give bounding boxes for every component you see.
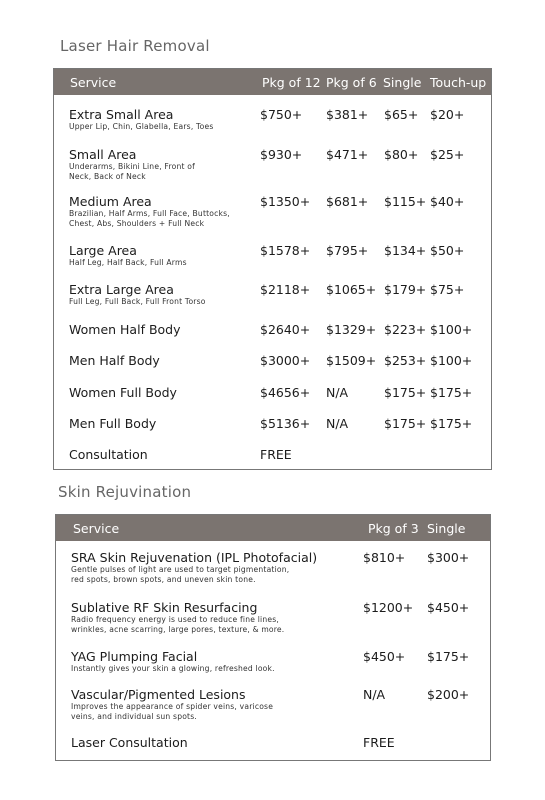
- price-pkg6: $681+: [326, 194, 369, 209]
- service-name: Small Area: [69, 147, 137, 162]
- price-single: $200+: [427, 687, 470, 702]
- service-description: [71, 702, 273, 722]
- service-description: [69, 209, 230, 229]
- laser-price-table: [53, 68, 492, 470]
- price-single: $253+: [384, 353, 427, 368]
- price-single: $223+: [384, 322, 427, 337]
- description-line: Radio frequency energy is used to reduce fine lines,: [71, 615, 279, 624]
- description-line: Instantly gives your skin a glowing, refreshed look.: [71, 664, 275, 673]
- service-name: Women Half Body: [69, 322, 181, 337]
- skin-section-title: Skin Rejuvination: [58, 483, 192, 501]
- service-name: Sublative RF Skin Resurfacing: [71, 600, 258, 615]
- service-description: [69, 297, 206, 307]
- price-touchup: $100+: [430, 322, 473, 337]
- price-pkg12: $930+: [260, 147, 303, 162]
- price-pkg6: $1329+: [326, 322, 377, 337]
- header-single: Single: [427, 521, 466, 536]
- price-pkg12: FREE: [260, 447, 292, 462]
- description-line: Full Leg, Full Back, Full Front Torso: [69, 297, 206, 306]
- laser-section-title: Laser Hair Removal: [60, 37, 210, 55]
- price-pkg6: $795+: [326, 243, 369, 258]
- skin-table-header: [56, 515, 490, 541]
- service-name: Extra Large Area: [69, 282, 174, 297]
- price-pkg12: $2640+: [260, 322, 311, 337]
- description-line: veins, and individual sun spots.: [71, 712, 198, 721]
- price-single: $175+: [384, 385, 427, 400]
- price-pkg3: N/A: [363, 687, 386, 702]
- service-name: Consultation: [69, 447, 148, 462]
- skin-price-table: [55, 514, 491, 761]
- price-single: $134+: [384, 243, 427, 258]
- price-single: $300+: [427, 550, 470, 565]
- description-line: Upper Lip, Chin, Glabella, Ears, Toes: [69, 122, 214, 131]
- header-service: Service: [70, 75, 117, 90]
- price-pkg12: $750+: [260, 107, 303, 122]
- price-pkg6: $381+: [326, 107, 369, 122]
- price-single: $80+: [384, 147, 419, 162]
- price-touchup: $40+: [430, 194, 465, 209]
- header-pkg6: Pkg of 6: [326, 75, 377, 90]
- price-single: $179+: [384, 282, 427, 297]
- price-pkg6: N/A: [326, 416, 349, 431]
- price-single: $175+: [427, 649, 470, 664]
- service-description: [71, 664, 275, 674]
- price-pkg3: $450+: [363, 649, 406, 664]
- price-single: $175+: [384, 416, 427, 431]
- laser-table-header: [54, 69, 491, 95]
- price-touchup: $20+: [430, 107, 465, 122]
- price-touchup: $75+: [430, 282, 465, 297]
- header-touchup: Touch-up: [430, 75, 487, 90]
- service-description: [69, 162, 195, 182]
- header-pkg3: Pkg of 3: [368, 521, 419, 536]
- description-line: Gentle pulses of light are used to target pigmentation,: [71, 565, 290, 574]
- service-name: YAG Plumping Facial: [71, 649, 198, 664]
- price-pkg12: $2118+: [260, 282, 311, 297]
- service-name: Large Area: [69, 243, 137, 258]
- service-name: Laser Consultation: [71, 735, 188, 750]
- price-pkg12: $3000+: [260, 353, 311, 368]
- description-line: Underarms, Bikini Line, Front of: [69, 162, 195, 171]
- price-touchup: $100+: [430, 353, 473, 368]
- price-pkg3: $1200+: [363, 600, 414, 615]
- price-pkg12: $1578+: [260, 243, 311, 258]
- service-description: [71, 565, 289, 585]
- description-line: Improves the appearance of spider veins, varicose: [71, 702, 274, 711]
- service-name: Extra Small Area: [69, 107, 174, 122]
- service-name: Men Full Body: [69, 416, 157, 431]
- header-pkg12: Pkg of 12: [262, 75, 321, 90]
- price-pkg12: $5136+: [260, 416, 311, 431]
- service-description: [71, 615, 284, 635]
- description-line: wrinkles, acne scarring, large pores, texture, & more.: [71, 625, 285, 634]
- price-touchup: $175+: [430, 385, 473, 400]
- header-service: Service: [73, 521, 120, 536]
- price-pkg12: $4656+: [260, 385, 311, 400]
- description-line: Chest, Abs, Shoulders + Full Neck: [69, 219, 205, 228]
- service-name: Women Full Body: [69, 385, 177, 400]
- description-line: Half Leg, Half Back, Full Arms: [69, 258, 187, 267]
- price-touchup: $25+: [430, 147, 465, 162]
- price-pkg3: FREE: [363, 735, 395, 750]
- price-single: $65+: [384, 107, 419, 122]
- service-name: Men Half Body: [69, 353, 160, 368]
- service-name: Medium Area: [69, 194, 152, 209]
- price-single: $115+: [384, 194, 427, 209]
- service-name: Vascular/Pigmented Lesions: [71, 687, 246, 702]
- price-pkg6: $1509+: [326, 353, 377, 368]
- price-pkg6: N/A: [326, 385, 349, 400]
- service-name: SRA Skin Rejuvenation (IPL Photofacial): [71, 550, 318, 565]
- price-pkg3: $810+: [363, 550, 406, 565]
- price-touchup: $175+: [430, 416, 473, 431]
- price-single: $450+: [427, 600, 470, 615]
- price-pkg6: $1065+: [326, 282, 377, 297]
- description-line: red spots, brown spots, and uneven skin tone.: [71, 575, 256, 584]
- description-line: Neck, Back of Neck: [69, 172, 146, 181]
- service-description: [69, 258, 187, 268]
- service-description: [69, 122, 213, 132]
- price-pkg12: $1350+: [260, 194, 311, 209]
- price-touchup: $50+: [430, 243, 465, 258]
- description-line: Brazilian, Half Arms, Full Face, Buttocks,: [69, 209, 230, 218]
- price-pkg6: $471+: [326, 147, 369, 162]
- header-single: Single: [383, 75, 422, 90]
